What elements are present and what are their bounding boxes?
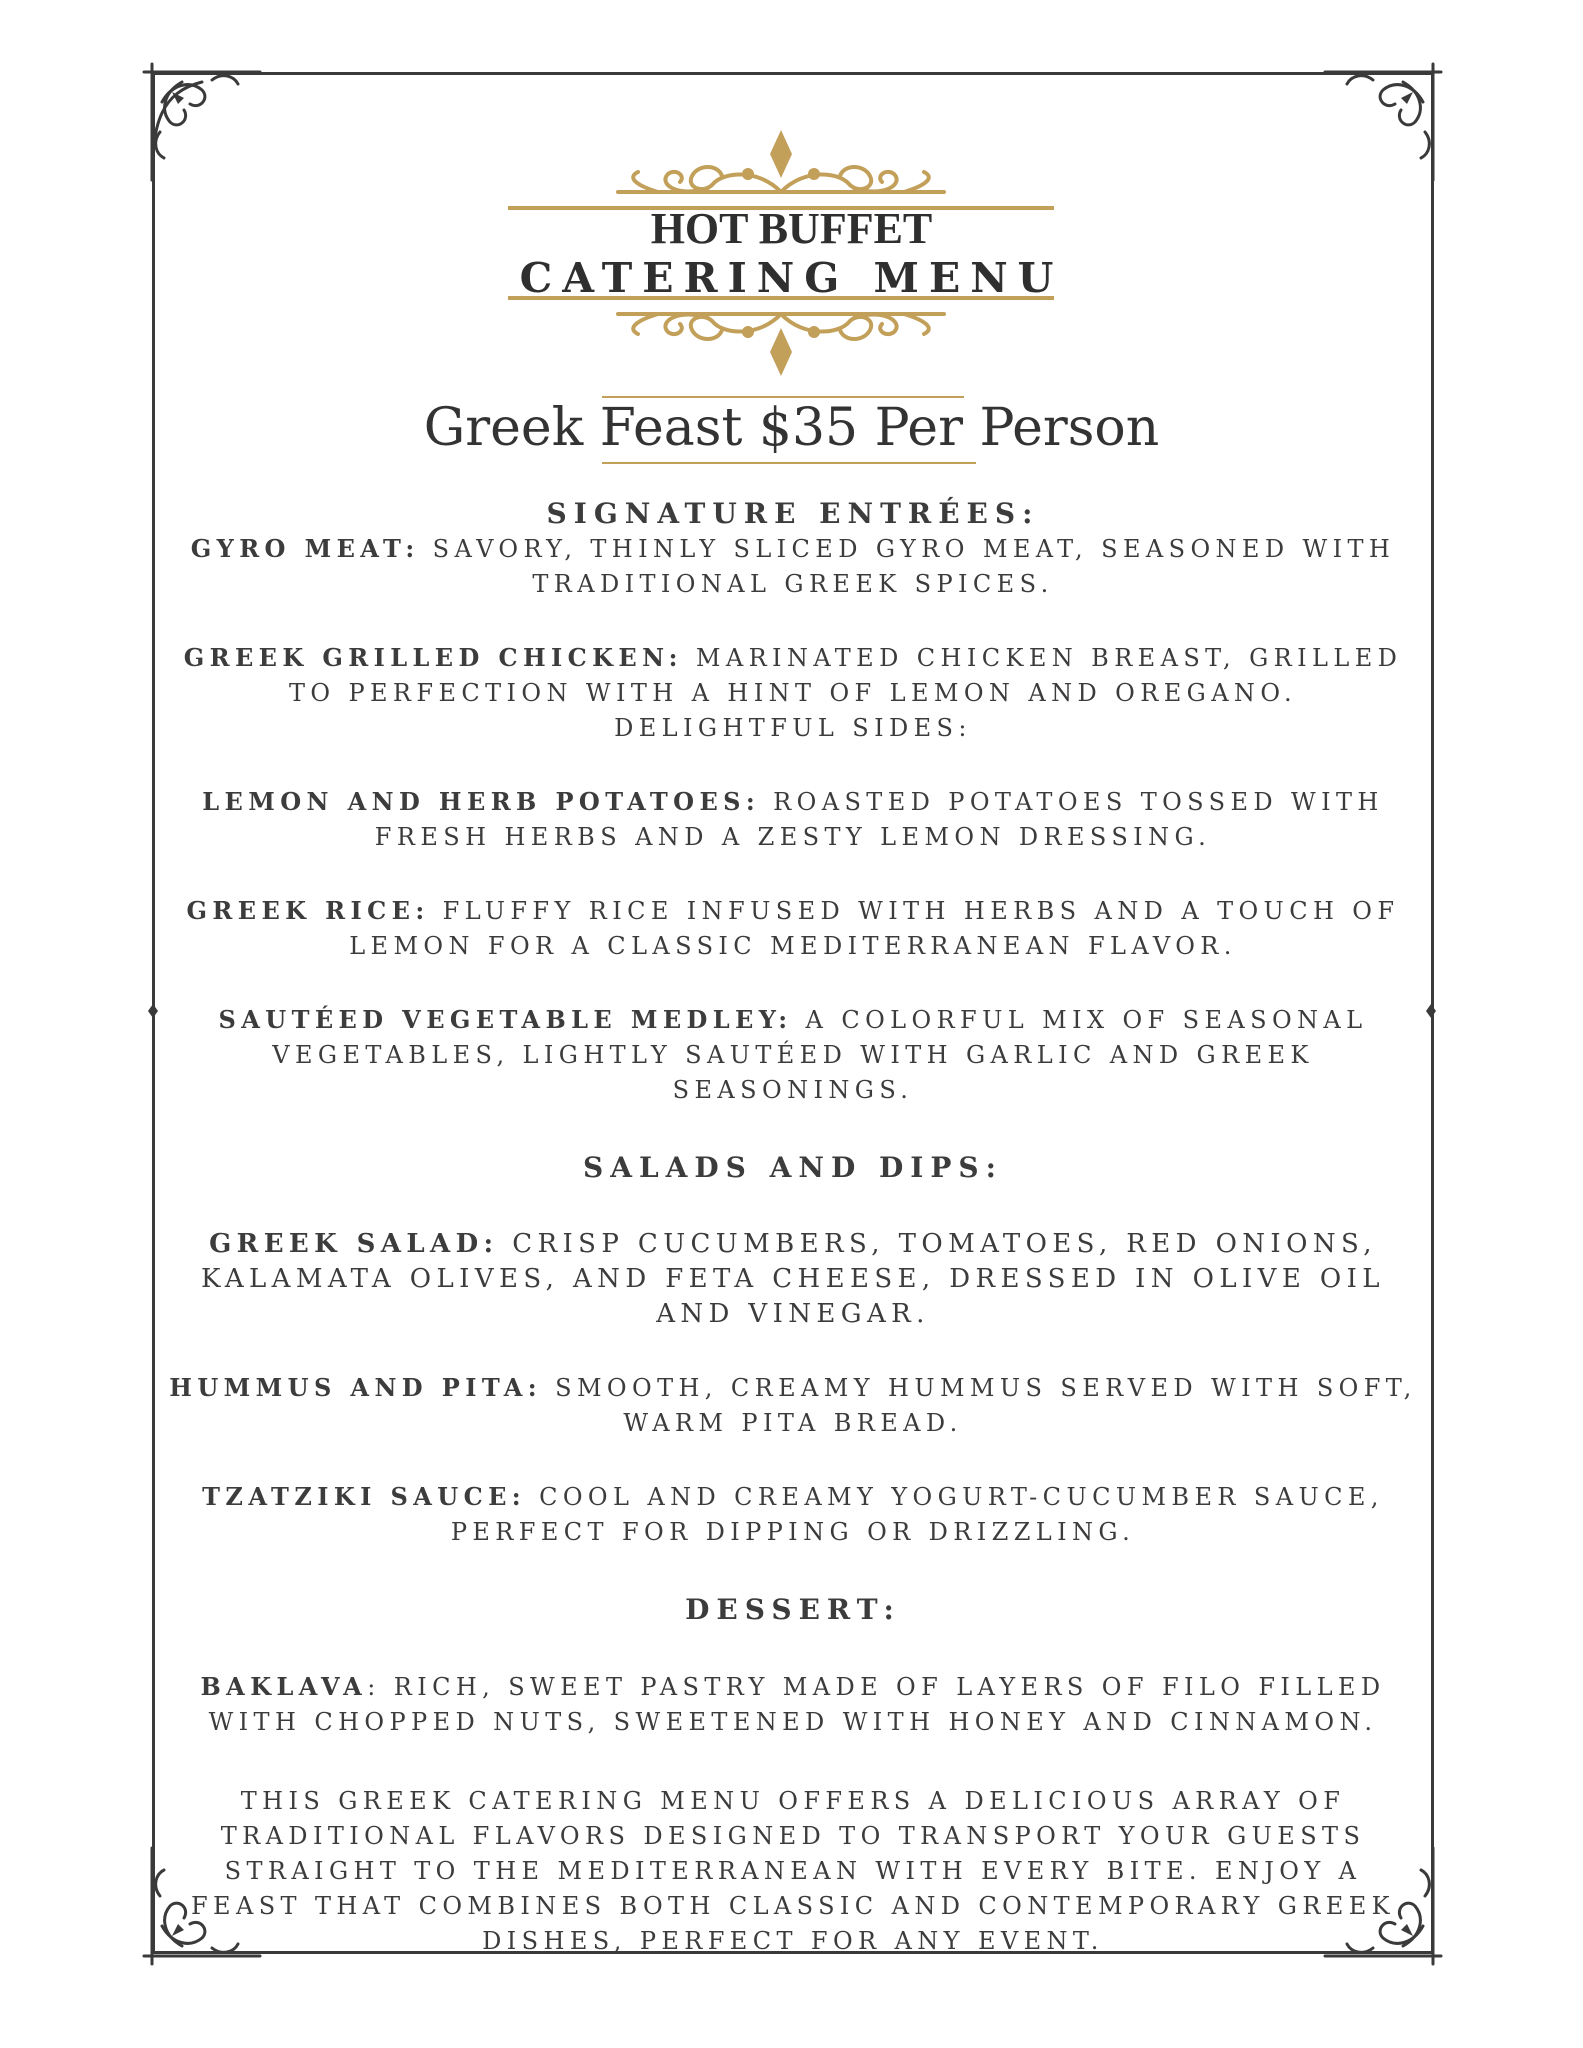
item-description: SAVORY, THINLY SLICED GYRO MEAT, SEASONED WITH TRADITIONAL GREEK SPICES. [419, 535, 1396, 598]
diamond-icon [1426, 1004, 1436, 1018]
menu-item [160, 1479, 1426, 1550]
item-name: GREEK RICE: [186, 896, 430, 925]
item-description: CRISP CUCUMBERS, TOMATOES, RED ONIONS, KALAMATA OLIVES, AND FETA CHEESE, DRESSED IN OLIVE OIL AND VINEGAR. [201, 1229, 1385, 1329]
section-title-dessert: DESSERT: [685, 1593, 901, 1626]
section-title-sides: DELIGHTFUL SIDES: [614, 714, 972, 742]
menu-item [160, 1669, 1426, 1740]
item-description: A COLORFUL MIX OF SEASONAL VEGETABLES, LIGHTLY SAUTÉED WITH GARLIC AND GREEK SEASONINGS. [272, 1006, 1368, 1104]
menu-item [160, 784, 1426, 855]
item-name: LEMON AND HERB POTATOES: [202, 787, 761, 816]
feast-price-heading: Greek Feast $35 Per Person [423, 398, 1160, 458]
menu-item [160, 1227, 1426, 1332]
item-name: GREEK GRILLED CHICKEN: [183, 643, 683, 672]
item-description: MARINATED CHICKEN BREAST, GRILLED TO PERFECTION WITH A HINT OF LEMON AND OREGANO. [288, 644, 1403, 707]
diamond-icon [148, 1004, 158, 1018]
menu-item [160, 531, 1426, 602]
section-title-entrees: SIGNATURE ENTRÉES: [546, 497, 1040, 530]
corner-flourish-icon [1323, 62, 1443, 182]
gold-ornament-icon [508, 296, 1054, 378]
closing-paragraph: THIS GREEK CATERING MENU OFFERS A DELICIOUS ARRAY OF TRADITIONAL FLAVORS DESIGNED TO TRANSPORT YOUR GUESTS STRAIGHT TO THE MEDITERRANEAN WITH EVERY BITE. ENJOY A FEAST THAT COMBINES BOTH CLASSIC AND CONTEMPORARY GREEK DISHES, PERFECT FOR ANY EVENT. [191, 1787, 1395, 1955]
item-name: GREEK SALAD: [209, 1229, 499, 1259]
menu-item [160, 640, 1426, 711]
title-catering-menu: CATERING MENU [519, 254, 1064, 302]
menu-item [160, 1002, 1426, 1108]
item-name: SAUTÉED VEGETABLE MEDLEY: [218, 1005, 793, 1034]
item-name: HUMMUS AND PITA: [169, 1373, 543, 1402]
item-description: : RICH, SWEET PASTRY MADE OF LAYERS OF FILO FILLED WITH CHOPPED NUTS, SWEETENED WITH HONEY AND CINNAMON. [208, 1673, 1386, 1736]
item-description: ROASTED POTATOES TOSSED WITH FRESH HERBS AND A ZESTY LEMON DRESSING. [374, 788, 1384, 851]
gold-divider [602, 462, 976, 464]
item-name: TZATZIKI SAUCE: [202, 1482, 527, 1511]
section-title-salads: SALADS AND DIPS: [583, 1151, 1003, 1184]
item-name: BAKLAVA [200, 1672, 368, 1701]
gold-ornament-icon [508, 128, 1054, 210]
item-description: COOL AND CREAMY YOGURT-CUCUMBER SAUCE, PERFECT FOR DIPPING OR DRIZZLING. [450, 1483, 1384, 1546]
title-hot-buffet: HOT BUFFET [650, 204, 933, 253]
menu-item [160, 893, 1426, 964]
item-name: GYRO MEAT: [190, 534, 420, 563]
item-description: SMOOTH, CREAMY HUMMUS SERVED WITH SOFT, WARM PITA BREAD. [542, 1374, 1417, 1437]
menu-item [160, 1370, 1426, 1441]
item-description: FLUFFY RICE INFUSED WITH HERBS AND A TOUCH OF LEMON FOR A CLASSIC MEDITERRANEAN FLAVOR. [349, 897, 1400, 960]
menu-content [160, 496, 1426, 1959]
corner-flourish-icon [142, 62, 262, 182]
